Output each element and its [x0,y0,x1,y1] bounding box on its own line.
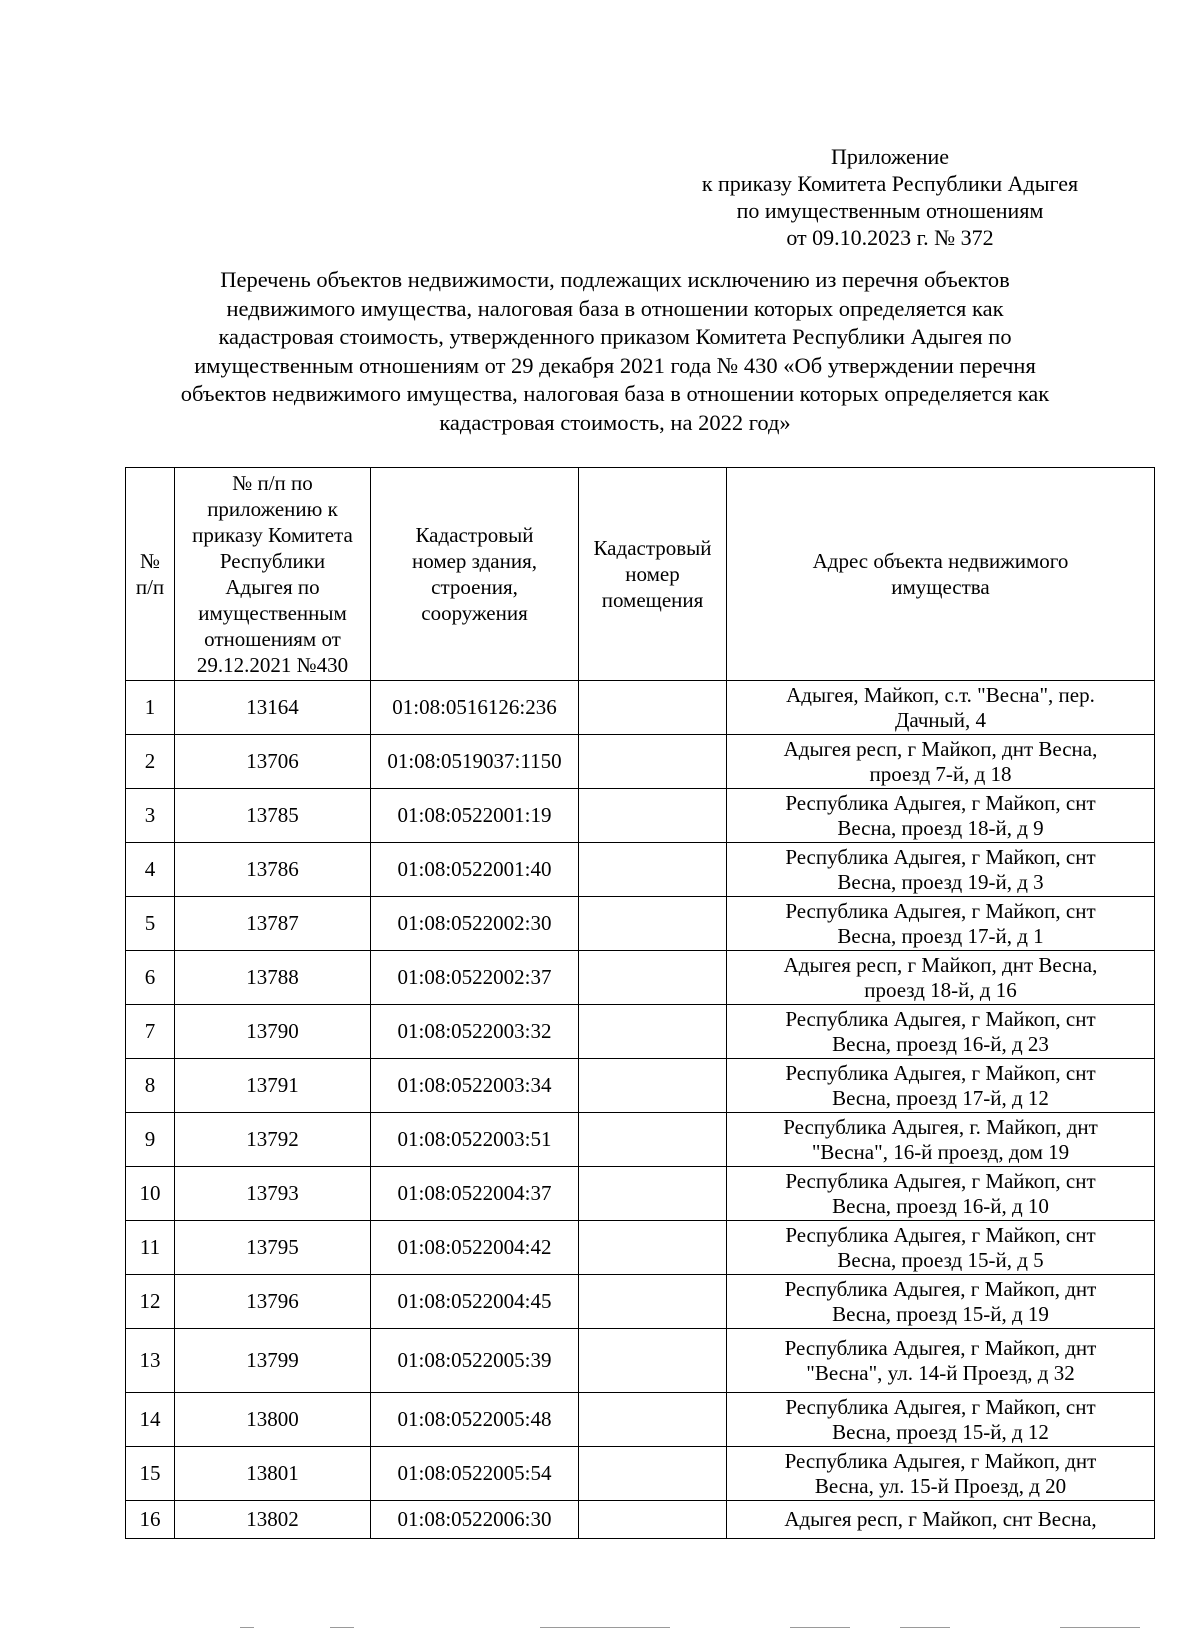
cell-building-cadastral: 01:08:0522005:54 [371,1447,579,1501]
appendix-heading [640,143,1140,251]
title-line: Перечень объектов недвижимости, подлежащих исключению из перечня объектов [220,267,1010,292]
cell-reference: 13788 [175,951,371,1005]
cell-reference: 13791 [175,1059,371,1113]
cell-address: Республика Адыгея, г Майкоп, днт Весна, ул. 15-й Проезд, д 20 [727,1447,1155,1501]
cell-address: Республика Адыгея, г Майкоп, снт Весна, проезд 19-й, д 3 [727,843,1155,897]
cell-premises-cadastral [579,1167,727,1221]
header-reference-number: № п/п по приложению к приказу Комитета Республики Адыгея по имущественным отношениям от 29.12.2021 №430 [175,468,371,681]
table-row [126,951,1155,1005]
cell-num: 1 [126,681,175,735]
cell-reference: 13787 [175,897,371,951]
cell-address: Республика Адыгея, г Майкоп, снт Весна, проезд 16-й, д 10 [727,1167,1155,1221]
cell-building-cadastral: 01:08:0522004:37 [371,1167,579,1221]
cell-num: 16 [126,1501,175,1539]
cell-reference: 13790 [175,1005,371,1059]
table-row [126,1167,1155,1221]
cell-reference: 13796 [175,1275,371,1329]
cell-reference: 13800 [175,1393,371,1447]
cell-building-cadastral: 01:08:0522002:37 [371,951,579,1005]
table-row [126,1059,1155,1113]
cell-address: Республика Адыгея, г Майкоп, снт Весна, проезд 18-й, д 9 [727,789,1155,843]
cell-building-cadastral: 01:08:0522004:42 [371,1221,579,1275]
appendix-line: от 09.10.2023 г. № 372 [786,225,994,250]
cell-building-cadastral: 01:08:0522003:34 [371,1059,579,1113]
cell-building-cadastral: 01:08:0522005:39 [371,1329,579,1393]
cell-num: 11 [126,1221,175,1275]
cell-premises-cadastral [579,681,727,735]
cell-building-cadastral: 01:08:0522004:45 [371,1275,579,1329]
table-row [126,681,1155,735]
cell-building-cadastral: 01:08:0522002:30 [371,897,579,951]
table-row [126,1221,1155,1275]
cell-address: Республика Адыгея, г Майкоп, снт Весна, проезд 15-й, д 5 [727,1221,1155,1275]
cell-reference: 13802 [175,1501,371,1539]
cell-num: 3 [126,789,175,843]
title-line: кадастровая стоимость, на 2022 год» [439,409,791,435]
cell-reference: 13799 [175,1329,371,1393]
cell-address: Республика Адыгея, г Майкоп, днт Весна, проезд 15-й, д 19 [727,1275,1155,1329]
header-building-cadastral: Кадастровый номер здания, строения, сооружения [371,468,579,681]
cell-premises-cadastral [579,735,727,789]
cell-building-cadastral: 01:08:0522001:40 [371,843,579,897]
cell-address: Адыгея респ, г Майкоп, днт Весна, проезд 7-й, д 18 [727,735,1155,789]
document-title [60,266,1170,437]
table-row [126,1501,1155,1539]
cell-reference: 13801 [175,1447,371,1501]
cell-num: 13 [126,1329,175,1393]
cell-num: 12 [126,1275,175,1329]
scan-artifact [330,1627,354,1628]
cell-address: Республика Адыгея, г Майкоп, снт Весна, проезд 17-й, д 12 [727,1059,1155,1113]
scan-artifact [900,1627,950,1628]
cell-num: 6 [126,951,175,1005]
title-line: недвижимого имущества, налоговая база в отношении которых определяется как [226,295,1004,321]
cell-address: Адыгея, Майкоп, с.т. "Весна", пер. Дачный, 4 [727,681,1155,735]
cell-premises-cadastral [579,1005,727,1059]
appendix-line: Приложение [830,144,950,169]
title-line: объектов недвижимого имущества, налоговая база в отношении которых определяется как [180,381,1050,406]
cell-building-cadastral: 01:08:0522005:48 [371,1393,579,1447]
cell-reference: 13786 [175,843,371,897]
cell-reference: 13793 [175,1167,371,1221]
cell-num: 5 [126,897,175,951]
cell-num: 7 [126,1005,175,1059]
cell-reference: 13706 [175,735,371,789]
cell-premises-cadastral [579,1059,727,1113]
header-num: № п/п [126,468,175,681]
table-row [126,897,1155,951]
table-row [126,843,1155,897]
table-row [126,1447,1155,1501]
cell-num: 2 [126,735,175,789]
table-row [126,1113,1155,1167]
cell-premises-cadastral [579,1113,727,1167]
cell-address: Адыгея респ, г Майкоп, днт Весна, проезд 18-й, д 16 [727,951,1155,1005]
table-row [126,735,1155,789]
header-address: Адрес объекта недвижимого имущества [727,468,1155,681]
cell-building-cadastral: 01:08:0522003:51 [371,1113,579,1167]
cell-premises-cadastral [579,1221,727,1275]
cell-reference: 13792 [175,1113,371,1167]
cell-building-cadastral: 01:08:0522001:19 [371,789,579,843]
appendix-line: к приказу Комитета Республики Адыгея [701,171,1079,196]
cell-reference: 13164 [175,681,371,735]
cell-address: Республика Адыгея, г. Майкоп, днт "Весна", 16-й проезд, дом 19 [727,1113,1155,1167]
cell-building-cadastral: 01:08:0519037:1150 [371,735,579,789]
table-row [126,1329,1155,1393]
cell-address: Адыгея респ, г Майкоп, снт Весна, [727,1501,1155,1539]
scan-artifact [540,1627,670,1628]
cell-num: 4 [126,843,175,897]
cell-num: 14 [126,1393,175,1447]
title-line: кадастровая стоимость, утвержденного приказом Комитета Республики Адыгея по [218,324,1012,349]
cell-premises-cadastral [579,1501,727,1539]
cell-building-cadastral: 01:08:0522006:30 [371,1501,579,1539]
cell-address: Республика Адыгея, г Майкоп, снт Весна, проезд 15-й, д 12 [727,1393,1155,1447]
appendix-line: по имущественным отношениям [736,198,1044,223]
cell-num: 10 [126,1167,175,1221]
cell-premises-cadastral [579,843,727,897]
cell-num: 15 [126,1447,175,1501]
cell-premises-cadastral [579,1329,727,1393]
table-row [126,1005,1155,1059]
cell-address: Республика Адыгея, г Майкоп, днт "Весна", ул. 14-й Проезд, д 32 [727,1329,1155,1393]
cell-building-cadastral: 01:08:0522003:32 [371,1005,579,1059]
cell-premises-cadastral [579,1393,727,1447]
title-line: имущественным отношениям от 29 декабря 2021 года № 430 «Об утверждении перечня [194,352,1036,378]
cell-premises-cadastral [579,1447,727,1501]
cell-num: 8 [126,1059,175,1113]
scan-artifact [1060,1627,1140,1628]
cell-premises-cadastral [579,951,727,1005]
cell-premises-cadastral [579,789,727,843]
table-row [126,1393,1155,1447]
table-row [126,1275,1155,1329]
scan-artifact [240,1627,254,1628]
cell-num: 9 [126,1113,175,1167]
scan-artifact [790,1627,850,1628]
cell-premises-cadastral [579,1275,727,1329]
cell-address: Республика Адыгея, г Майкоп, снт Весна, проезд 16-й, д 23 [727,1005,1155,1059]
cell-premises-cadastral [579,897,727,951]
cell-reference: 13795 [175,1221,371,1275]
cell-address: Республика Адыгея, г Майкоп, снт Весна, проезд 17-й, д 1 [727,897,1155,951]
property-table [125,467,1155,1539]
table-header-row [126,468,1155,681]
header-premises-cadastral: Кадастровый номер помещения [579,468,727,681]
table-row [126,789,1155,843]
cell-reference: 13785 [175,789,371,843]
cell-building-cadastral: 01:08:0516126:236 [371,681,579,735]
